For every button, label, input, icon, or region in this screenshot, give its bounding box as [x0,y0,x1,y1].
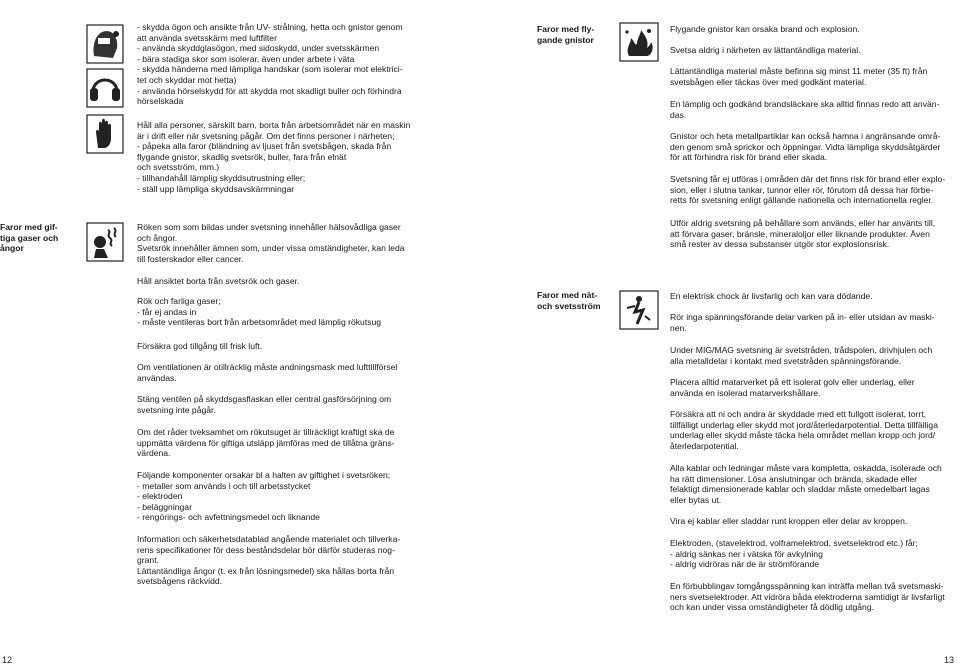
electric-section-label: Faror med nät- och svetsström [537,290,601,311]
toxic-p1: Röken som som bildas under svetsning innehåller hälsovådliga gaser och ångor. Svetsrök innehåller ämnen som, under vissa omständigheter, kan leda till fosterskador eller cancer. [137,222,405,264]
electric-p6: Alla kablar och ledningar måste vara kompletta, oskadda, isolerade och ha rätt dimensioner. Lösa anslutningar och brända, skadade eller felaktigt dimensionerade kablar och sladdar måste omedelbart lagas eller bytas ut. [670,463,942,505]
page-number-left: 12 [2,655,13,665]
toxic-p3: Rök och farliga gaser; - får ej andas in - måste ventileras bort från arbetsområdet med lämplig rökutsug [137,296,382,328]
bystander-paragraph: Håll alla personer, särskilt barn, borta från arbetsområdet när en maskin är i drift eller när svetsning pågår. Om det finns personer i närheten; - påpeka alla faror (bländning av ljuset från svetsbågen, skada från flygande gnistor, skadlig svetsrök, buller, fara från elnät och svetsström, mm.) - tillhandahåll lämplig skyddsutrustning eller; - ställ upp lämpliga skyddsavskärmningar [137,120,411,194]
toxic-p6: Stäng ventilen på skyddsgasflaskan eller central gasförsörjning om svetsning inte pågår. [137,394,392,415]
toxic-p2: Håll ansiktet borta från svetsrök och gaser. [137,276,300,286]
toxic-fumes-icon [86,222,124,262]
sparks-p4: En lämplig och godkänd brandsläckare ska alltid finnas redo att använ- das. [670,99,940,120]
page-number-right: 13 [944,655,955,665]
electric-p7: Vira ej kablar eller sladdar runt kroppen eller delar av kroppen. [670,516,908,526]
toxic-p9: Information och säkerhetsdatablad angående materialet och tillverka- rens specifikationer för dess beståndsdelar bör därför studeras nog- grant. Lättantändliga ångor (t. ex från lösningsmedel) ska hållas borta från svetsbågens räckvidd. [137,534,401,587]
sparks-p2: Svetsa aldrig i närheten av lättantändliga material. [670,45,861,55]
welding-mask-icon [86,24,124,64]
electric-p4: Placera alltid matarverket på ett isolerat golv eller underlag, eller använda en isolerad matarverkshållare. [670,377,915,398]
electric-shock-icon [619,290,659,330]
electric-p1: En elektrisk chock är livsfarlig och kan vara dödande. [670,291,873,301]
electric-p2: Rör inga spänningsförande delar varken på in- eller utsidan av maski- nen. [670,312,935,333]
sparks-p6: Svetsning får ej utföras i områden där det finns risk för brand eller explo- sion, eller i slutna tankar, tunnor eller rör, förutom då dessa har förbe- retts för svetsning enligt gällande nationella och internationella regler. [670,174,946,206]
toxic-p7: Om det råder tveksamhet om rökutsuget är tillräckligt kraftigt ska de uppmätta värdena för giftiga utsläpp jämföras med de tillåtna gräns- värdena. [137,427,395,459]
electric-p5: Försäkra att ni och andra är skyddade med ett fullgott isolerat, torrt, tillfälligt underlag eller skydd mot jord/återledarpotential. Detta tillfälliga underlag eller skydd måste täcka hela området mellan kropp och jord/ återledarpotential. [670,409,938,451]
toxic-p4: Försäkra god tillgång till frisk luft. [137,341,263,351]
toxic-p5: Om ventilationen är otillräcklig måste andningsmask med lufttillförsel användas. [137,362,398,383]
ear-protection-icon [86,68,124,108]
electric-p3: Under MIG/MAG svetsning är svetstråden, trådspolen, drivhjulen och alla metalldelar i kontakt med svetstråden spänningsförande. [670,345,933,366]
toxic-p8: Följande komponenter orsakar bl a halten av giftighet i svetsröken; - metaller som används i och till arbetsstycket - elektroden - beläggningar - rengörings- och avfettningsmedel och liknande [137,470,391,523]
sparks-p7: Utför aldrig svetsning på behållare som används, eller har använts till, att förvara gaser, bränsle, mineraloljor eller liknande produkter. Även små rester av dessa substanser utgör stor explosionsrisk. [670,218,936,250]
sparks-p1: Flygande gnistor kan orsaka brand och explosion. [670,24,860,34]
electric-p8: Elektroden, (stavelektrod, volframelektrod, svetselektrod etc.) får; - aldrig sänkas ner i vätska för avkylning - aldrig vidröras när de är strömförande [670,538,918,570]
toxic-section-label: Faror med gif- tiga gaser och ångor [0,222,59,254]
electric-p9: En förbubblingav tomgångsspänning kan inträffa mellan två svetsmaski- ners svetselektroder. Att vidröra båda elektroderna samtidigt är livsfarligt och kan under vissa omständigheter få dödlig utgång. [670,581,945,613]
fire-explosion-icon [619,22,659,62]
sparks-p5: Gnistor och heta metallpartiklar kan också hamna i angränsande områ- den genom små sprickor och öppningar. Vidta lämpliga skyddsåtgärder för att förhindra risk för brand eller skada. [670,131,941,163]
sparks-p3: Lättantändliga material måste befinna sig minst 11 meter (35 ft) från svetsbågen eller täckas över med godkänt material. [670,66,928,87]
ppe-list: - skydda ögon och ansikte från UV- strålning, hetta och gnistor genom att använda svetsskärm med luftfilter - använda skyddglasögon, med sidoskydd, under svetsskärmen - bära stadiga skor som isolerar, även under arbete i väta - skydda händerna med lämpliga handskar (som isolerar mot elektrici- tet och skyddar mot hetta) - använda hörselskydd för att skydda mot skadligt buller och förhindra hörselskada [137,22,403,107]
sparks-section-label: Faror med fly- gande gnistor [537,24,595,45]
stop-hand-icon [86,114,124,154]
